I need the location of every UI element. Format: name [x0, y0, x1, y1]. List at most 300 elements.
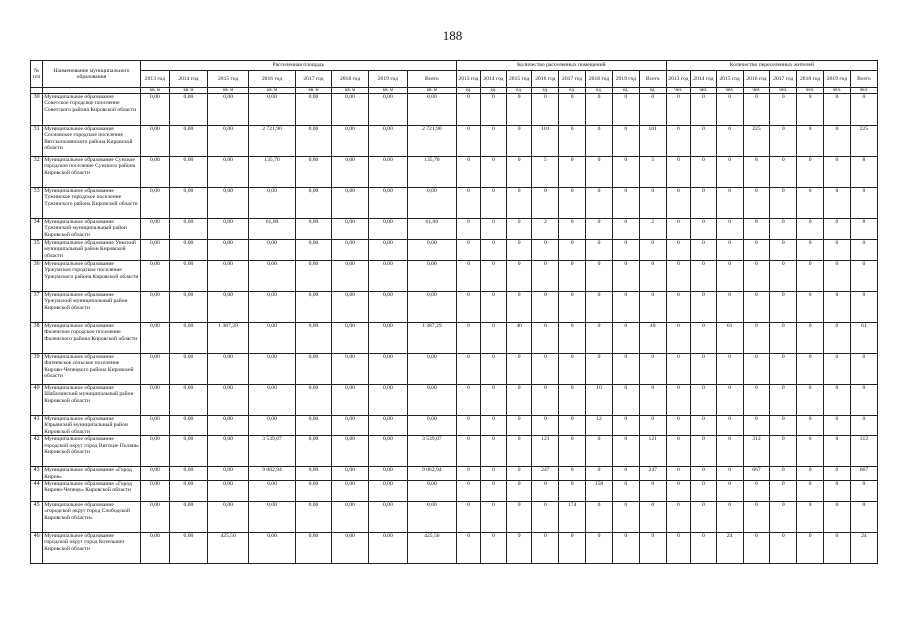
table-row — [31, 467, 878, 481]
cell-residents: 0 — [743, 354, 770, 385]
header-unit: чел. — [743, 88, 770, 94]
cell-area: 0,00 — [249, 502, 295, 533]
cell-residents: 0 — [770, 481, 797, 502]
cell-rooms: 40 — [506, 323, 532, 354]
cell-area: 0,00 — [332, 385, 369, 416]
cell-area: 0,00 — [295, 188, 332, 219]
header-number: № п/п — [31, 61, 43, 88]
cell-rooms: 0 — [559, 481, 586, 502]
cell-residents: 0 — [770, 292, 797, 323]
cell-area: 0,00 — [295, 467, 332, 481]
cell-rooms: 0 — [612, 502, 639, 533]
cell-area: 0,00 — [295, 292, 332, 323]
cell-area: 0,00 — [170, 502, 208, 533]
header-year: 2018 год — [586, 71, 613, 88]
cell-area: 135,70 — [249, 157, 295, 188]
cell-area: 0,00 — [407, 292, 456, 323]
cell-residents: 225 — [743, 126, 770, 157]
cell-rooms: 0 — [612, 126, 639, 157]
cell-area: 0,00 — [368, 323, 407, 354]
cell-residents: 0 — [824, 126, 851, 157]
cell-residents: 0 — [743, 385, 770, 416]
cell-rooms: 0 — [586, 292, 613, 323]
cell-rooms: 0 — [559, 436, 586, 467]
cell-rooms: 0 — [612, 354, 639, 385]
row-municipality-name: Муниципальное образование Фаленское городское поселение Фаленского района Кировской области — [43, 323, 141, 354]
cell-rooms: 0 — [456, 292, 480, 323]
cell-area: 0,00 — [295, 157, 332, 188]
cell-rooms: 0 — [506, 467, 532, 481]
cell-area: 0,00 — [332, 436, 369, 467]
cell-residents: 0 — [770, 385, 797, 416]
cell-rooms: 0 — [456, 533, 480, 564]
cell-rooms: 2 — [639, 219, 666, 240]
cell-residents: 0 — [743, 533, 770, 564]
cell-rooms: 0 — [639, 188, 666, 219]
cell-residents: 0 — [797, 416, 824, 436]
cell-area: 0,00 — [407, 354, 456, 385]
resettlement-table — [30, 60, 878, 564]
header-unit: ед. — [456, 88, 480, 94]
cell-rooms: 0 — [532, 323, 559, 354]
cell-residents: 0 — [824, 219, 851, 240]
cell-residents: 0 — [824, 240, 851, 261]
cell-rooms: 0 — [639, 385, 666, 416]
cell-area: 0,00 — [295, 240, 332, 261]
header-year: Всего — [850, 71, 877, 88]
cell-rooms: 0 — [456, 467, 480, 481]
cell-area: 0,00 — [140, 436, 169, 467]
header-unit: чел. — [824, 88, 851, 94]
cell-rooms: 0 — [559, 240, 586, 261]
cell-area: 0,00 — [332, 533, 369, 564]
cell-residents: 0 — [666, 240, 690, 261]
cell-area: 0,00 — [332, 502, 369, 533]
row-number: 39 — [31, 354, 43, 385]
header-unit: чел. — [797, 88, 824, 94]
cell-rooms: 0 — [612, 240, 639, 261]
cell-rooms: 0 — [612, 481, 639, 502]
cell-rooms: 0 — [481, 416, 507, 436]
cell-residents: 61 — [850, 323, 877, 354]
row-number: 34 — [31, 219, 43, 240]
cell-rooms: 0 — [506, 126, 532, 157]
cell-residents: 0 — [691, 354, 717, 385]
cell-area: 0,00 — [207, 481, 248, 502]
cell-rooms: 0 — [612, 467, 639, 481]
row-municipality-name: Муниципальное образование «Город Киров» — [43, 467, 141, 481]
cell-area: 0,00 — [140, 126, 169, 157]
cell-area: 0,00 — [368, 261, 407, 292]
cell-rooms: 0 — [481, 188, 507, 219]
cell-rooms: 0 — [612, 157, 639, 188]
cell-residents: 0 — [770, 416, 797, 436]
cell-residents: 0 — [716, 126, 743, 157]
cell-area: 0,00 — [368, 354, 407, 385]
cell-rooms: 0 — [481, 219, 507, 240]
cell-area: 9 062,94 — [407, 467, 456, 481]
cell-area: 0,00 — [207, 502, 248, 533]
cell-residents: 0 — [691, 436, 717, 467]
row-number: 40 — [31, 385, 43, 416]
cell-rooms: 0 — [639, 261, 666, 292]
cell-area: 0,00 — [170, 157, 208, 188]
cell-area: 0,00 — [332, 292, 369, 323]
cell-residents: 0 — [666, 292, 690, 323]
cell-area: 0,00 — [170, 94, 208, 126]
header-year: Всего — [407, 71, 456, 88]
header-group-rooms: Количество расселенных помещений — [456, 61, 666, 71]
cell-rooms: 0 — [639, 416, 666, 436]
row-municipality-name: Муниципальное образование «Город Кирово-Чепецк» Кировской области — [43, 481, 141, 502]
table-row — [31, 436, 878, 467]
cell-residents: 0 — [691, 126, 717, 157]
cell-residents: 8 — [850, 219, 877, 240]
cell-rooms: 0 — [586, 188, 613, 219]
cell-rooms: 2 — [532, 219, 559, 240]
cell-residents: 0 — [691, 323, 717, 354]
cell-area: 0,00 — [207, 261, 248, 292]
cell-residents: 0 — [824, 157, 851, 188]
cell-residents: 0 — [824, 188, 851, 219]
header-year: 2019 год — [612, 71, 639, 88]
cell-residents: 0 — [797, 240, 824, 261]
row-number: 32 — [31, 157, 43, 188]
cell-rooms: 0 — [639, 502, 666, 533]
cell-area: 0,00 — [295, 94, 332, 126]
header-year: 2019 год — [824, 71, 851, 88]
cell-area: 0,00 — [332, 240, 369, 261]
cell-residents: 0 — [770, 354, 797, 385]
cell-rooms: 0 — [456, 219, 480, 240]
table-row — [31, 354, 878, 385]
cell-area: 0,00 — [140, 323, 169, 354]
cell-residents: 0 — [824, 94, 851, 126]
cell-residents: 0 — [691, 240, 717, 261]
cell-area: 0,00 — [332, 219, 369, 240]
cell-rooms: 0 — [456, 354, 480, 385]
cell-area: 0,00 — [368, 240, 407, 261]
cell-area: 0,00 — [295, 323, 332, 354]
cell-residents: 0 — [797, 533, 824, 564]
header-unit: ед. — [506, 88, 532, 94]
cell-residents: 0 — [797, 261, 824, 292]
cell-area: 0,00 — [332, 94, 369, 126]
cell-area: 0,00 — [207, 240, 248, 261]
header-year: 2017 год — [770, 71, 797, 88]
cell-area: 0,00 — [170, 416, 208, 436]
cell-rooms: 0 — [639, 354, 666, 385]
cell-rooms: 0 — [456, 240, 480, 261]
cell-rooms: 0 — [612, 416, 639, 436]
table-row — [31, 94, 878, 126]
cell-rooms: 0 — [506, 188, 532, 219]
cell-residents: 0 — [797, 126, 824, 157]
cell-rooms: 0 — [456, 385, 480, 416]
cell-rooms: 0 — [586, 323, 613, 354]
cell-rooms: 0 — [481, 292, 507, 323]
cell-area: 9 062,94 — [249, 467, 295, 481]
cell-area: 0,00 — [249, 385, 295, 416]
cell-rooms: 0 — [481, 157, 507, 188]
cell-rooms: 0 — [506, 157, 532, 188]
cell-area: 0,00 — [368, 219, 407, 240]
cell-area: 0,00 — [407, 94, 456, 126]
cell-rooms: 0 — [506, 94, 532, 126]
cell-rooms: 0 — [612, 188, 639, 219]
cell-area: 0,00 — [332, 126, 369, 157]
cell-rooms: 0 — [481, 261, 507, 292]
row-number: 45 — [31, 502, 43, 533]
cell-rooms: 0 — [586, 261, 613, 292]
cell-residents: 0 — [770, 94, 797, 126]
cell-rooms: 0 — [639, 481, 666, 502]
cell-rooms: 0 — [456, 502, 480, 533]
row-number: 42 — [31, 436, 43, 467]
cell-residents: 0 — [770, 240, 797, 261]
cell-area: 0,00 — [140, 292, 169, 323]
header-unit: кв. м — [207, 88, 248, 94]
cell-area: 0,00 — [295, 436, 332, 467]
table-row — [31, 481, 878, 502]
cell-area: 0,00 — [368, 94, 407, 126]
cell-residents: 0 — [824, 261, 851, 292]
header-unit: ед. — [559, 88, 586, 94]
header-unit: чел. — [716, 88, 743, 94]
cell-residents: 0 — [716, 416, 743, 436]
cell-area: 0,00 — [207, 219, 248, 240]
cell-residents: 0 — [691, 219, 717, 240]
cell-rooms: 5 — [639, 157, 666, 188]
cell-area: 0,00 — [332, 416, 369, 436]
cell-residents: 0 — [743, 481, 770, 502]
cell-area: 0,00 — [249, 416, 295, 436]
cell-rooms: 0 — [532, 416, 559, 436]
cell-area: 0,00 — [295, 261, 332, 292]
cell-rooms: 0 — [456, 94, 480, 126]
cell-rooms: 0 — [586, 94, 613, 126]
table-body — [31, 94, 878, 564]
header-year: 2017 год — [295, 71, 332, 88]
row-number: 36 — [31, 261, 43, 292]
cell-area: 0,00 — [368, 436, 407, 467]
cell-rooms: 101 — [639, 126, 666, 157]
cell-area: 0,00 — [368, 157, 407, 188]
cell-residents: 0 — [850, 292, 877, 323]
cell-area: 0,00 — [207, 94, 248, 126]
cell-residents: 0 — [770, 323, 797, 354]
cell-rooms: 0 — [532, 292, 559, 323]
cell-area: 0,00 — [170, 261, 208, 292]
header-year: 2016 год — [532, 71, 559, 88]
cell-residents: 0 — [797, 94, 824, 126]
row-municipality-name: Муниципальное образование городской округ город Котельнич Кировской области — [43, 533, 141, 564]
cell-area: 0,00 — [207, 126, 248, 157]
cell-residents: 0 — [770, 126, 797, 157]
cell-rooms: 0 — [506, 481, 532, 502]
cell-rooms: 0 — [559, 292, 586, 323]
row-number: 43 — [31, 467, 43, 481]
cell-rooms: 0 — [612, 385, 639, 416]
cell-rooms: 0 — [506, 354, 532, 385]
cell-residents: 0 — [691, 157, 717, 188]
cell-rooms: 0 — [559, 219, 586, 240]
cell-rooms: 0 — [481, 240, 507, 261]
cell-area: 61,00 — [249, 219, 295, 240]
cell-residents: 0 — [824, 467, 851, 481]
cell-rooms: 0 — [559, 354, 586, 385]
row-number: 30 — [31, 94, 43, 126]
cell-residents: 0 — [691, 261, 717, 292]
cell-residents: 0 — [666, 502, 690, 533]
cell-residents: 0 — [824, 354, 851, 385]
header-unit: кв. м — [368, 88, 407, 94]
cell-residents: 0 — [797, 385, 824, 416]
cell-residents: 225 — [850, 126, 877, 157]
cell-area: 0,00 — [140, 481, 169, 502]
cell-area: 0,00 — [140, 354, 169, 385]
table-row — [31, 416, 878, 436]
cell-residents: 0 — [770, 188, 797, 219]
cell-residents: 0 — [797, 481, 824, 502]
cell-residents: 0 — [850, 354, 877, 385]
cell-rooms: 0 — [506, 436, 532, 467]
cell-area: 0,00 — [368, 502, 407, 533]
cell-area: 0,00 — [249, 188, 295, 219]
table-row — [31, 219, 878, 240]
header-unit: ед. — [639, 88, 666, 94]
cell-rooms: 0 — [506, 261, 532, 292]
cell-residents: 24 — [716, 533, 743, 564]
cell-rooms: 121 — [639, 436, 666, 467]
cell-residents: 0 — [850, 94, 877, 126]
cell-residents: 0 — [824, 292, 851, 323]
cell-area: 0,00 — [249, 354, 295, 385]
cell-rooms: 0 — [481, 94, 507, 126]
cell-area: 3 539,07 — [249, 436, 295, 467]
cell-rooms: 0 — [456, 416, 480, 436]
cell-area: 0,00 — [170, 354, 208, 385]
row-municipality-name: Муниципальное образование «городской округ город Слободской Кировской области» — [43, 502, 141, 533]
cell-area: 0,00 — [249, 240, 295, 261]
cell-area: 0,00 — [207, 157, 248, 188]
cell-residents: 0 — [666, 481, 690, 502]
cell-rooms: 5 — [532, 157, 559, 188]
cell-area: 0,00 — [332, 467, 369, 481]
cell-area: 0,00 — [368, 416, 407, 436]
cell-area: 0,00 — [407, 261, 456, 292]
cell-residents: 0 — [716, 467, 743, 481]
cell-rooms: 0 — [612, 261, 639, 292]
cell-rooms: 0 — [456, 188, 480, 219]
cell-area: 0,00 — [368, 481, 407, 502]
cell-rooms: 0 — [532, 533, 559, 564]
row-municipality-name: Муниципальное образование Тужинский муниципальный район Кировской области — [43, 219, 141, 240]
cell-rooms: 0 — [481, 385, 507, 416]
cell-rooms: 158 — [586, 481, 613, 502]
cell-residents: 0 — [691, 94, 717, 126]
cell-area: 425,50 — [407, 533, 456, 564]
cell-residents: 0 — [850, 385, 877, 416]
cell-rooms: 101 — [532, 126, 559, 157]
cell-residents: 8 — [743, 157, 770, 188]
cell-rooms: 0 — [532, 481, 559, 502]
cell-rooms: 12 — [586, 416, 613, 436]
cell-residents: 0 — [666, 261, 690, 292]
table-row — [31, 240, 878, 261]
cell-residents: 0 — [824, 481, 851, 502]
row-municipality-name: Муниципальное образование Шабалинский муниципальный район Кировской области — [43, 385, 141, 416]
cell-rooms: 0 — [639, 94, 666, 126]
header-unit: ед. — [481, 88, 507, 94]
cell-area: 0,00 — [170, 385, 208, 416]
cell-area: 425,50 — [207, 533, 248, 564]
cell-rooms: 247 — [639, 467, 666, 481]
cell-residents: 0 — [850, 502, 877, 533]
cell-area: 0,00 — [332, 261, 369, 292]
cell-residents: 0 — [716, 219, 743, 240]
cell-rooms: 0 — [559, 533, 586, 564]
cell-area: 0,00 — [295, 502, 332, 533]
row-number: 46 — [31, 533, 43, 564]
cell-area: 0,00 — [207, 416, 248, 436]
cell-residents: 0 — [770, 502, 797, 533]
cell-residents: 0 — [797, 188, 824, 219]
cell-area: 2 721,90 — [407, 126, 456, 157]
cell-residents: 0 — [691, 292, 717, 323]
cell-residents: 0 — [770, 436, 797, 467]
cell-rooms: 0 — [612, 436, 639, 467]
cell-residents: 312 — [743, 436, 770, 467]
cell-residents: 0 — [850, 416, 877, 436]
cell-residents: 0 — [743, 94, 770, 126]
cell-area: 0,00 — [207, 385, 248, 416]
cell-rooms: 174 — [559, 502, 586, 533]
cell-area: 0,00 — [368, 385, 407, 416]
cell-area: 0,00 — [170, 219, 208, 240]
cell-area: 61,00 — [407, 219, 456, 240]
header-year: 2015 год — [716, 71, 743, 88]
cell-area: 0,00 — [207, 354, 248, 385]
cell-rooms: 0 — [481, 436, 507, 467]
cell-residents: 8 — [743, 219, 770, 240]
cell-residents: 0 — [797, 502, 824, 533]
cell-residents: 0 — [743, 323, 770, 354]
table-row — [31, 261, 878, 292]
cell-rooms: 0 — [559, 94, 586, 126]
header-unit: ед. — [586, 88, 613, 94]
header-year: 2016 год — [743, 71, 770, 88]
cell-area: 0,00 — [140, 240, 169, 261]
cell-rooms: 0 — [506, 502, 532, 533]
header-unit: ед. — [612, 88, 639, 94]
header-year: Всего — [639, 71, 666, 88]
header-unit: кв. м — [407, 88, 456, 94]
cell-area: 0,00 — [207, 436, 248, 467]
cell-area: 0,00 — [207, 188, 248, 219]
cell-rooms: 0 — [586, 126, 613, 157]
row-municipality-name: Муниципальное образование Юрьянский муниципальный район Кировской области — [43, 416, 141, 436]
cell-rooms: 0 — [506, 416, 532, 436]
cell-rooms: 40 — [639, 323, 666, 354]
row-number: 33 — [31, 188, 43, 219]
cell-residents: 312 — [850, 436, 877, 467]
cell-residents: 0 — [691, 533, 717, 564]
cell-residents: 0 — [770, 533, 797, 564]
cell-area: 0,00 — [140, 416, 169, 436]
cell-residents: 0 — [824, 385, 851, 416]
cell-rooms: 0 — [506, 385, 532, 416]
